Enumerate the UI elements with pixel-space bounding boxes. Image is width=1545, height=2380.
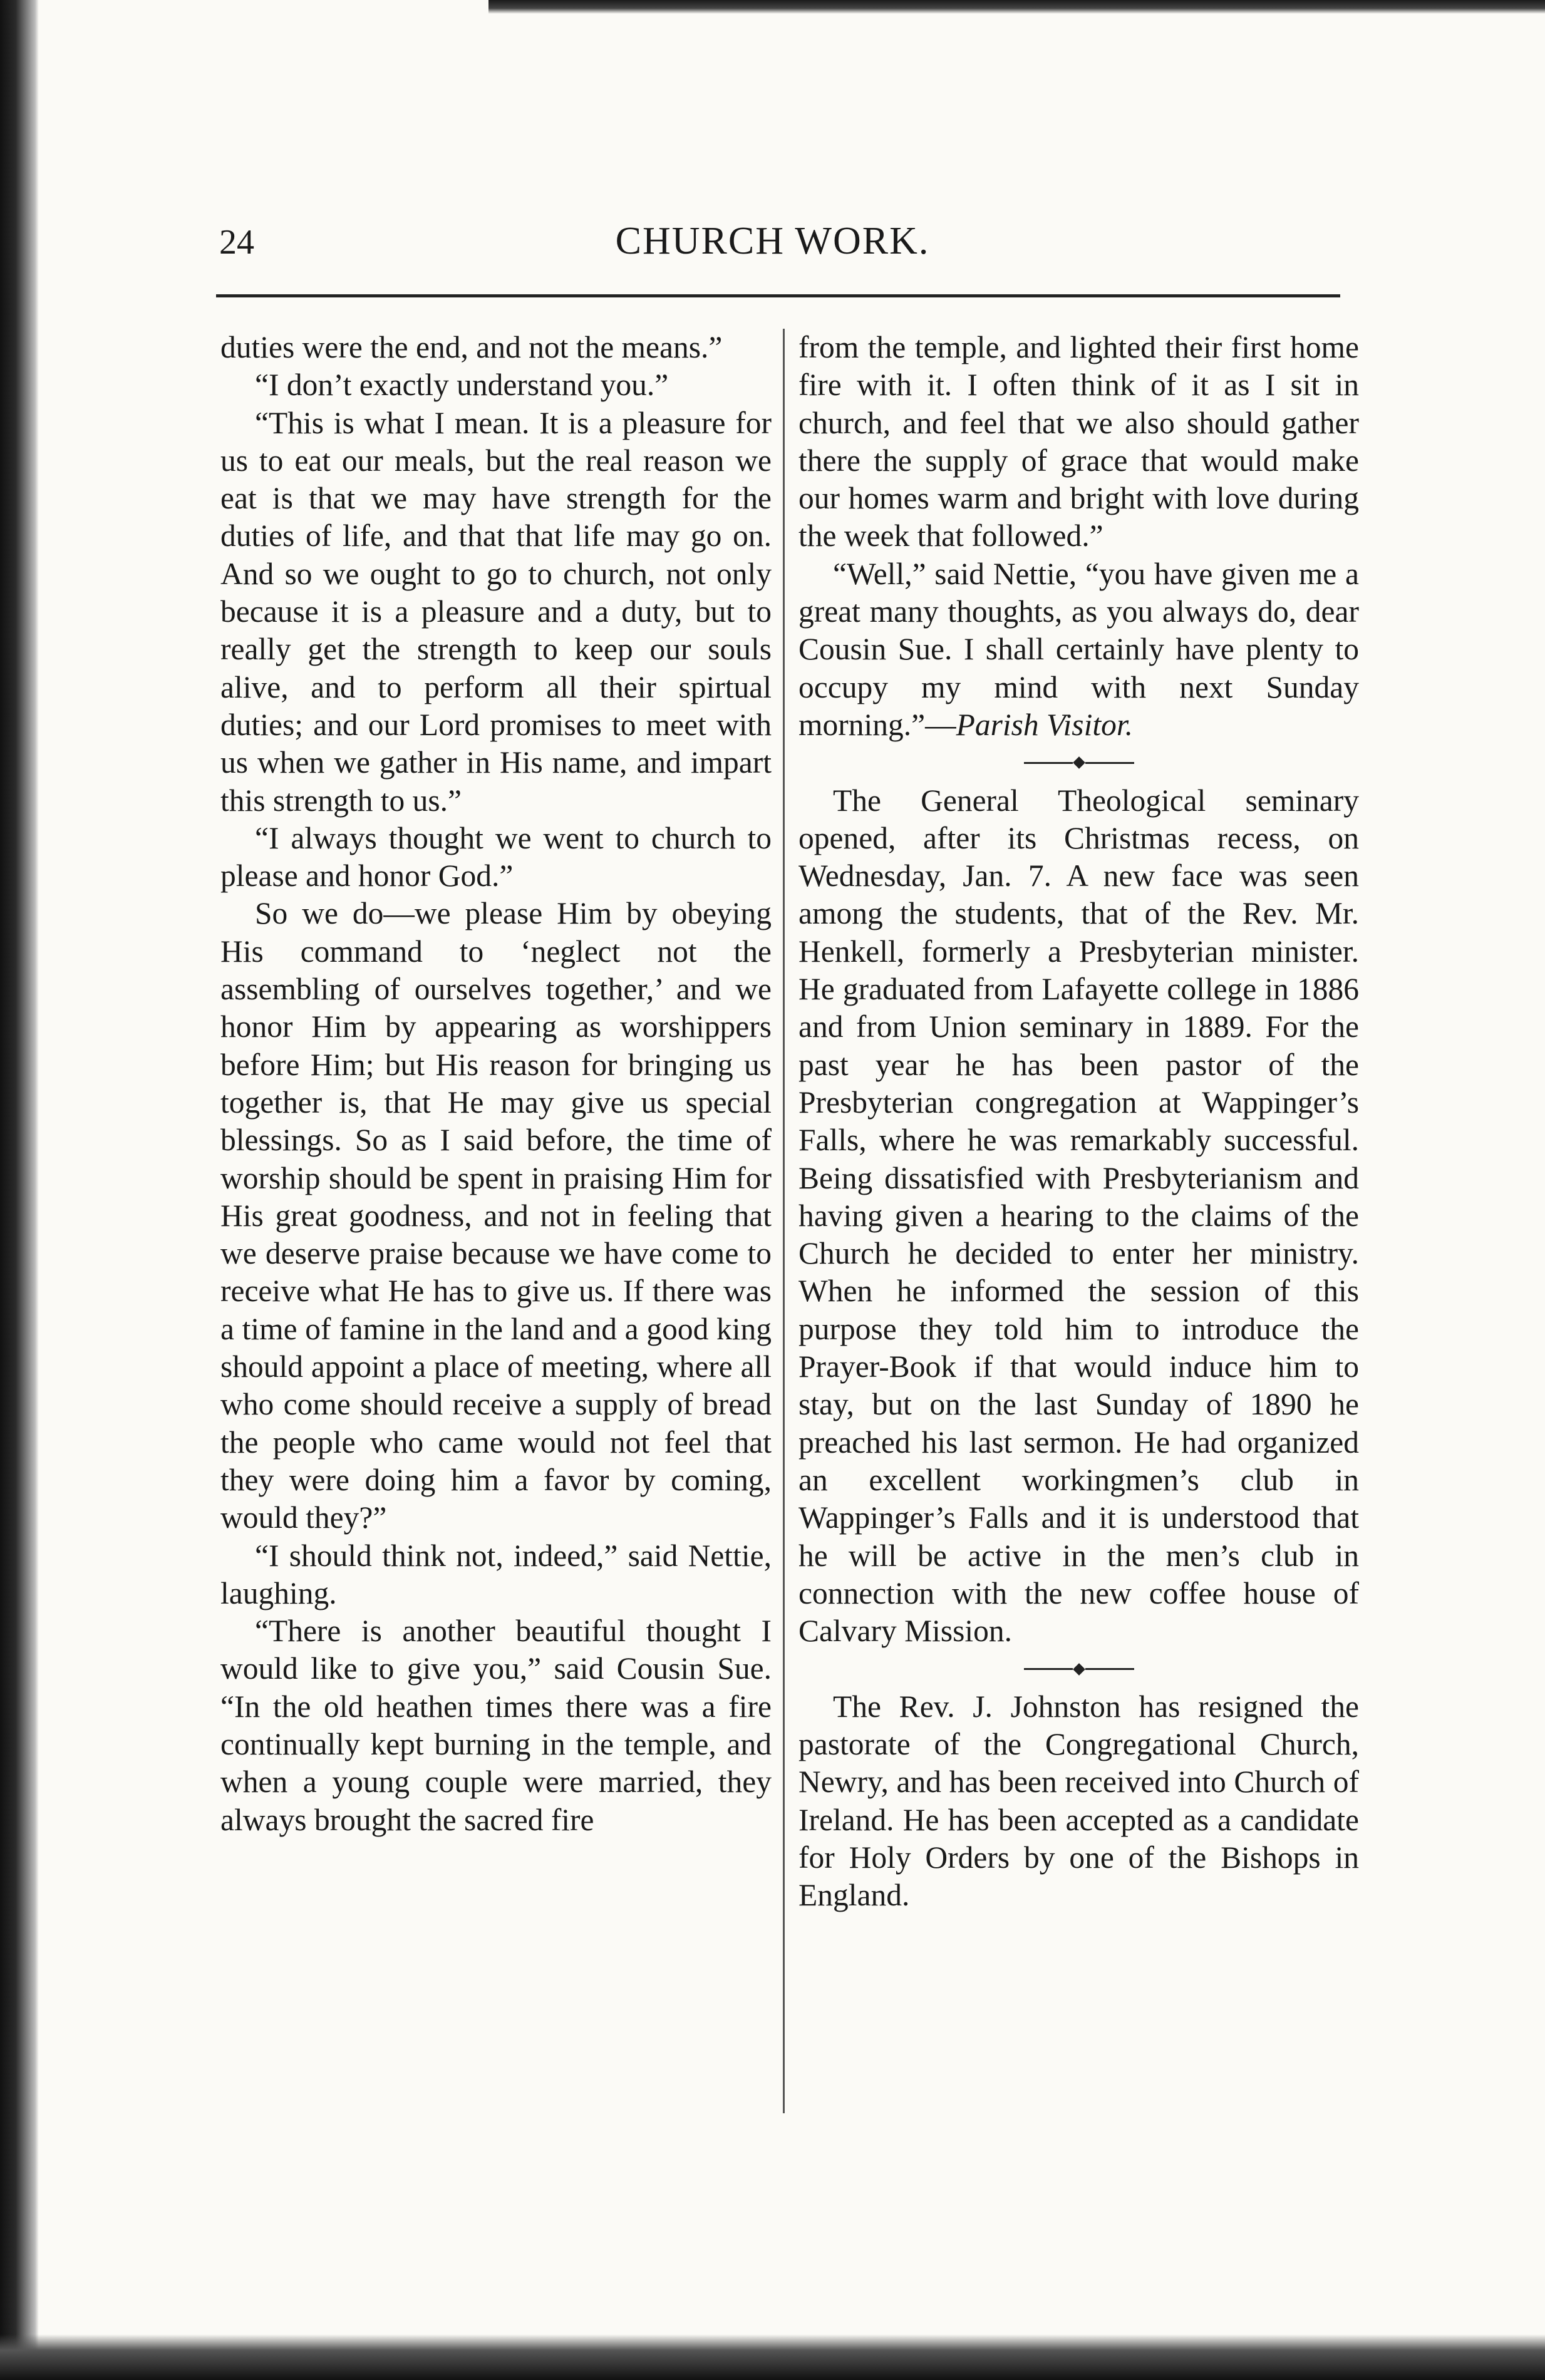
- paragraph: duties were the end, and not the means.”: [220, 330, 723, 364]
- paragraph: “I don’t exactly understand you.”: [255, 368, 669, 403]
- paragraph: “I always thought we went to church to please and honor God.”: [220, 820, 772, 894]
- scan-edge-bottom: [0, 2334, 1545, 2380]
- section-ornament: [798, 744, 1359, 781]
- right-column: [798, 329, 1359, 1914]
- paragraph: “This is what I mean. It is a pleasure for us to eat our meals, but the real reason we eat is that we may have strength for the duties of life, and that that life may go on. And so we ought to go to church, not only because it is a pleasure and a duty, but to really get the strength to keep our souls alive, and to perform all their spirtual duties; and our Lord promises to meet with us when we gather in His name, and impart this strength to us.”: [220, 405, 772, 818]
- closing-text: “Well,” said Nettie, “you have given me a great many thoughts, as you always do, dear Cousin Sue. I shall certainly have plenty to occupy my mind with next Sunday morning.”—: [798, 556, 1359, 742]
- paragraph: So we do—we please Him by obeying His command to ‘neglect not the assembling of ourselves together,’ and we honor Him by appearing as worshippers before Him; but His reason for bringing us together is, that He may give us special blessings. So as I said before, the time of worship should be spent in praising Him for His great goodness, and not in feeling that we deserve praise because we have come to receive what He has to give us. If there was a time of famine in the land and a good king should appoint a place of meeting, where all who come should receive a supply of bread the people who came would not feel that they were doing him a favor by coming, would they?”: [220, 896, 772, 1535]
- paragraph: “There is another beautiful thought I would like to give you,” said Cousin Sue. “In the old heathen times there was a fire continually kept burning in the temple, and when a young couple were married, they always brought the sacred fire: [220, 1614, 772, 1837]
- left-column: [220, 329, 772, 1839]
- column-divider: [783, 329, 785, 2113]
- paragraph: “I should think not, indeed,” said Nettie, laughing.: [220, 1538, 772, 1610]
- news-item-johnston: The Rev. J. Johnston has resigned the pastorate of the Congregational Church, Newry, and has been received into Church of Ireland. He has been accepted as a candidate for Holy Orders by one of the Bishops in England.: [798, 1689, 1359, 1913]
- scan-edge-left: [0, 0, 39, 2380]
- section-ornament: [798, 1650, 1359, 1687]
- page-number: 24: [219, 223, 254, 262]
- header-rule: [216, 294, 1340, 297]
- running-title: CHURCH WORK.: [615, 220, 930, 262]
- closing-source: Parish Visitor.: [956, 707, 1133, 742]
- scan-edge-top: [488, 0, 1545, 14]
- news-item-seminary: The General Theological seminary opened, after its Christmas recess, on Wednesday, Jan. 7. A new face was seen among the students, that of the Rev. Mr. Henkell, formerly a Presbyterian minister. He graduated from Lafayette college in 1886 and from Union seminary in 1889. For the past year he has been pastor of the Presbyterian congregation at Wappinger’s Falls, where he was remarkably successful. Being dissatisfied with Presbyterianism and having given a hearing to the claims of the Church he decided to enter her ministry. When he informed the session of this purpose they told him to introduce the Prayer-Book if that would induce him to stay, but on the last Sunday of 1890 he preached his last sermon. He had organized an excellent workingmen’s club in Wappinger’s Falls and it is understood that he will be active in the men’s club in connection with the new coffee house of Calvary Mission.: [798, 783, 1359, 1649]
- paragraph: from the temple, and lighted their first home fire with it. I often think of it as I sit in church, and feel that we also should gather there the supply of grace that would make our homes warm and bright with love during the week that followed.”: [798, 330, 1359, 554]
- paragraph: [798, 555, 1359, 744]
